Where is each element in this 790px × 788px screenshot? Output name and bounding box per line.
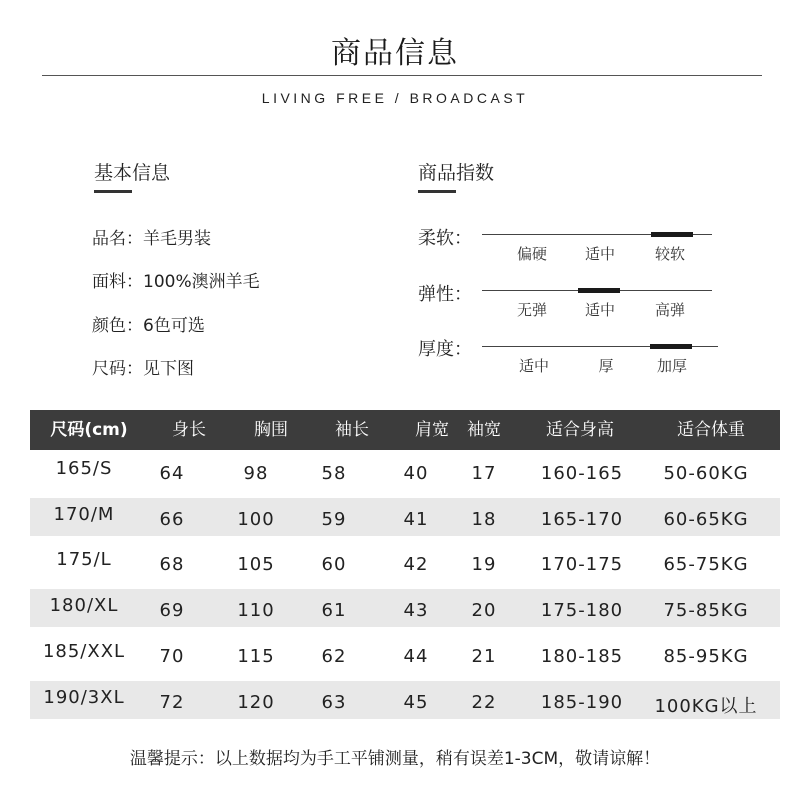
cell-fit-weight: 65-75KG	[663, 554, 749, 575]
cell-size: 180/XL	[49, 595, 119, 616]
product-index-heading	[418, 158, 494, 185]
cell-sleeve-length: 58	[321, 463, 347, 484]
basic-row-color	[92, 311, 205, 336]
cell-size: 190/3XL	[43, 687, 125, 708]
table-row	[30, 589, 780, 627]
elasticity-label: 弹性：	[418, 284, 472, 305]
cell-size: 165/S	[55, 458, 113, 479]
cell-shoulder: 40	[403, 463, 429, 484]
cell-fit-weight: 100KG以上	[654, 696, 758, 717]
thickness-option-extra-thick: 加厚	[656, 357, 687, 375]
cell-sleeve-width: 20	[471, 600, 497, 621]
softness-selected-marker	[651, 232, 693, 237]
cell-length: 68	[159, 554, 185, 575]
softness-option-medium: 适中	[584, 245, 615, 263]
cell-fit-height: 185-190	[540, 692, 624, 713]
table-row	[30, 452, 780, 490]
basic-row-name	[92, 224, 211, 249]
cell-sleeve-width: 18	[471, 509, 497, 530]
header-shoulder: 肩宽	[415, 420, 449, 440]
cell-chest: 105	[237, 554, 275, 575]
cell-size: 170/M	[53, 504, 115, 525]
title-divider	[42, 75, 762, 76]
cell-shoulder: 42	[403, 554, 429, 575]
cell-fit-height: 165-170	[540, 509, 624, 530]
cell-chest: 120	[237, 692, 275, 713]
header-fit-weight: 适合体重	[677, 420, 745, 440]
cell-sleeve-length: 61	[321, 600, 347, 621]
size-table-header	[30, 410, 780, 450]
table-row	[30, 543, 780, 581]
cell-sleeve-length: 62	[321, 646, 347, 667]
cell-length: 69	[159, 600, 185, 621]
basic-row-value: 见下图	[143, 359, 194, 379]
basic-row-label: 尺码：	[92, 359, 143, 379]
header-fit-height: 适合身高	[546, 420, 614, 440]
cell-chest: 98	[243, 463, 269, 484]
page-title: 商品信息	[331, 36, 459, 71]
cell-fit-weight: 85-95KG	[663, 646, 749, 667]
basic-row-label: 颜色：	[92, 316, 143, 336]
basic-row-label: 面料：	[92, 272, 143, 292]
cell-sleeve-length: 60	[321, 554, 347, 575]
cell-sleeve-length: 59	[321, 509, 347, 530]
thickness-label: 厚度：	[418, 339, 472, 360]
cell-fit-height: 160-165	[540, 463, 624, 484]
basic-info-heading	[94, 158, 170, 185]
softness-option-hard: 偏硬	[516, 245, 547, 263]
cell-shoulder: 43	[403, 600, 429, 621]
cell-shoulder: 45	[403, 692, 429, 713]
softness-label: 柔软：	[418, 228, 472, 249]
header-length: 身长	[172, 420, 206, 440]
elasticity-option-high: 高弹	[654, 301, 685, 319]
basic-info-underline	[94, 190, 132, 193]
header-chest: 胸围	[254, 420, 288, 440]
product-index-underline	[418, 190, 456, 193]
table-row	[30, 681, 780, 719]
cell-fit-height: 170-175	[540, 554, 624, 575]
cell-chest: 115	[237, 646, 275, 667]
elasticity-option-none: 无弹	[516, 301, 547, 319]
cell-chest: 110	[237, 600, 275, 621]
basic-row-label: 品名：	[92, 229, 143, 249]
cell-fit-height: 175-180	[540, 600, 624, 621]
basic-row-value: 6色可选	[143, 316, 205, 336]
cell-fit-weight: 50-60KG	[663, 463, 749, 484]
cell-size: 185/XXL	[42, 641, 126, 662]
cell-chest: 100	[237, 509, 275, 530]
table-row	[30, 635, 780, 673]
cell-shoulder: 41	[403, 509, 429, 530]
cell-length: 64	[159, 463, 185, 484]
cell-size: 175/L	[56, 549, 112, 570]
cell-fit-weight: 60-65KG	[663, 509, 749, 530]
cell-shoulder: 44	[403, 646, 429, 667]
page-subtitle: LIVING FREE / BROADCAST	[261, 90, 529, 106]
cell-sleeve-length: 63	[321, 692, 347, 713]
cell-sleeve-width: 21	[471, 646, 497, 667]
header-size: 尺码(cm)	[50, 420, 128, 440]
header-sleeve-length: 袖长	[335, 420, 369, 440]
basic-row-value: 100%澳洲羊毛	[143, 272, 260, 292]
basic-row-value: 羊毛男装	[143, 229, 211, 249]
cell-length: 72	[159, 692, 185, 713]
header-sleeve-width: 袖宽	[467, 420, 501, 440]
thickness-option-thick: 厚	[598, 357, 614, 375]
elasticity-selected-marker	[578, 288, 620, 293]
cell-length: 70	[159, 646, 185, 667]
cell-sleeve-width: 19	[471, 554, 497, 575]
cell-sleeve-width: 17	[471, 463, 497, 484]
thickness-option-medium: 适中	[518, 357, 549, 375]
table-row	[30, 498, 780, 536]
cell-fit-weight: 75-85KG	[663, 600, 749, 621]
cell-length: 66	[159, 509, 185, 530]
basic-info-heading-text: 基本信息	[94, 162, 171, 184]
thickness-selected-marker	[650, 344, 692, 349]
softness-option-soft: 较软	[654, 245, 685, 263]
basic-row-fabric	[92, 267, 260, 292]
elasticity-option-medium: 适中	[584, 301, 615, 319]
cell-fit-height: 180-185	[540, 646, 624, 667]
cell-sleeve-width: 22	[471, 692, 497, 713]
measurement-note: 温馨提示：以上数据均为手工平铺测量，稍有误差1-3CM，敬请谅解！	[129, 749, 661, 769]
basic-row-size	[92, 354, 194, 379]
product-index-heading-text: 商品指数	[418, 162, 495, 184]
